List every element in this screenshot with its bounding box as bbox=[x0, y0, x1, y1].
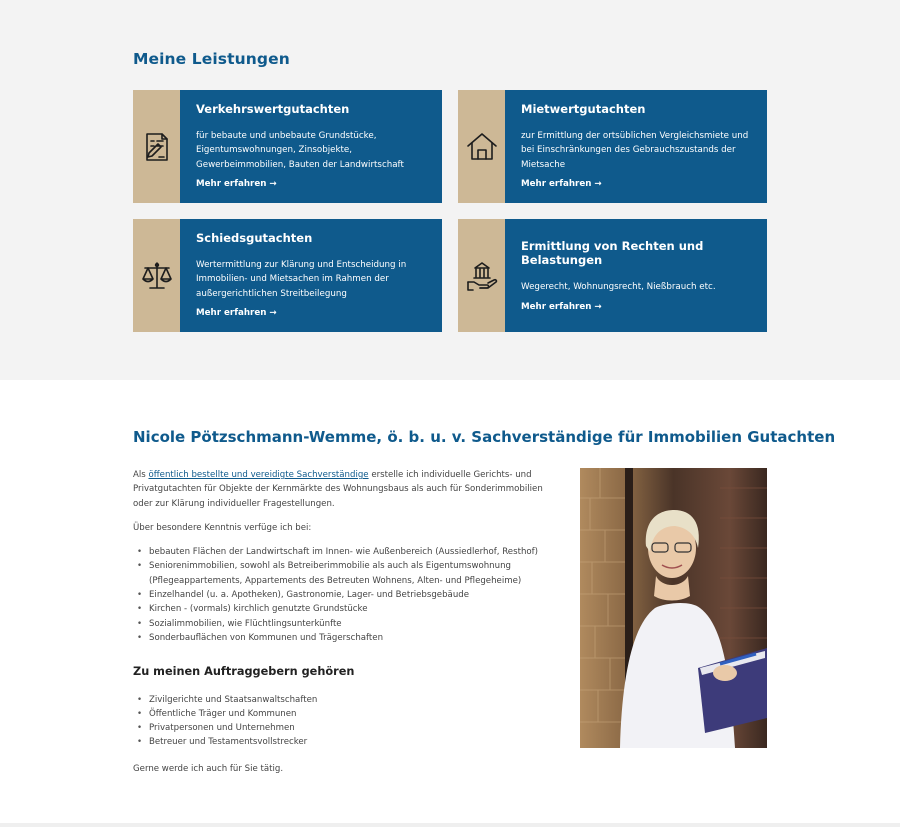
footer-divider bbox=[0, 823, 900, 827]
service-card-text: für bebaute und unbebaute Grundstücke, Eigentumswohnungen, Zinsobjekte, Gewerbeimmobilien, Bauten der Landwirtschaft bbox=[196, 131, 404, 170]
intro-suffix: erstelle ich individuelle Gerichts- und Privatgutachten für Objekte der Kernmärkte des Wohnungsbaus als auch für Sonderimmobilien oder zur Klärung individueller Fragestellungen. bbox=[133, 470, 543, 509]
list-item: • Öffentliche Träger und Kommunen bbox=[133, 707, 543, 721]
about-section bbox=[0, 380, 900, 786]
knowledge-intro: Über besondere Kenntnis verfüge ich bei: bbox=[133, 522, 312, 533]
list-item: • Seniorenimmobilien, sowohl als Betreiberimmobilie als auch als Eigentumswohnung (Pflegeappartements, Appartements des Betreuten Wohnens, Alten- und Pflegeheime) bbox=[133, 559, 543, 588]
services-section bbox=[0, 0, 900, 380]
list-item: • Sonderbauflächen von Kommunen und Trägerschaften bbox=[133, 631, 543, 645]
services-title: Meine Leistungen bbox=[133, 50, 290, 68]
sachverstaendige-link[interactable]: öffentlich bestellte und vereidigte Sachverständige bbox=[148, 470, 369, 480]
about-title: Nicole Pötzschmann-Wemme, ö. b. u. v. Sachverständige für Immobilien Gutachten bbox=[133, 428, 836, 446]
intro-prefix: Als bbox=[133, 470, 149, 480]
more-link[interactable]: Mehr erfahren → bbox=[196, 307, 277, 318]
scales-icon bbox=[133, 219, 180, 332]
list-item: • bebauten Flächen der Landwirtschaft im Innen- wie Außenbereich (Aussiedlerhof, Resthof) bbox=[133, 545, 543, 559]
service-card-text: Wertermittlung zur Klärung und Entscheidung in Immobilien- und Mietsachen im Rahmen der außergerichtlichen Streitbeilegung bbox=[196, 260, 407, 299]
more-link[interactable]: Mehr erfahren → bbox=[521, 301, 602, 312]
list-item: • Privatpersonen und Unternehmen bbox=[133, 721, 543, 735]
service-card-title: Schiedsgutachten bbox=[196, 231, 313, 245]
service-card-text: Wegerecht, Wohnungsrecht, Nießbrauch etc. bbox=[521, 282, 716, 293]
list-item: • Kirchen - (vormals) kirchlich genutzte Grundstücke bbox=[133, 602, 543, 616]
clients-list bbox=[133, 693, 543, 750]
list-item: • Einzelhandel (u. a. Apotheken), Gastronomie, Lager- und Betriebsgebäude bbox=[133, 588, 543, 602]
clients-title: Zu meinen Auftraggebern gehören bbox=[133, 665, 355, 679]
service-card-title: Mietwertgutachten bbox=[521, 102, 646, 116]
service-card-schieds[interactable] bbox=[133, 219, 442, 332]
knowledge-list bbox=[133, 545, 543, 645]
hand-building-icon bbox=[458, 219, 505, 332]
service-card-mietwert[interactable] bbox=[458, 90, 767, 203]
portrait-photo bbox=[580, 468, 767, 748]
services-grid bbox=[133, 90, 767, 332]
service-card-text: zur Ermittlung der ortsüblichen Vergleichsmiete und bei Einschränkungen des Gebrauchszustands der Mietsache bbox=[521, 131, 749, 170]
list-item: • Zivilgerichte und Staatsanwaltschaften bbox=[133, 693, 543, 707]
service-card-verkehrswert[interactable] bbox=[133, 90, 442, 203]
document-pen-icon bbox=[133, 90, 180, 203]
list-item: • Sozialimmobilien, wie Flüchtlingsunterkünfte bbox=[133, 617, 543, 631]
list-item: • Betreuer und Testamentsvollstrecker bbox=[133, 735, 543, 749]
service-card-title: Verkehrswertgutachten bbox=[196, 102, 350, 116]
service-card-rechte[interactable] bbox=[458, 219, 767, 332]
about-text bbox=[133, 468, 543, 786]
intro-paragraph bbox=[133, 468, 543, 511]
more-link[interactable]: Mehr erfahren → bbox=[521, 178, 602, 189]
more-link[interactable]: Mehr erfahren → bbox=[196, 178, 277, 189]
service-card-title: Ermittlung von Rechten und Belastungen bbox=[521, 239, 704, 268]
house-icon bbox=[458, 90, 505, 203]
closing-text: Gerne werde ich auch für Sie tätig. bbox=[133, 763, 284, 774]
